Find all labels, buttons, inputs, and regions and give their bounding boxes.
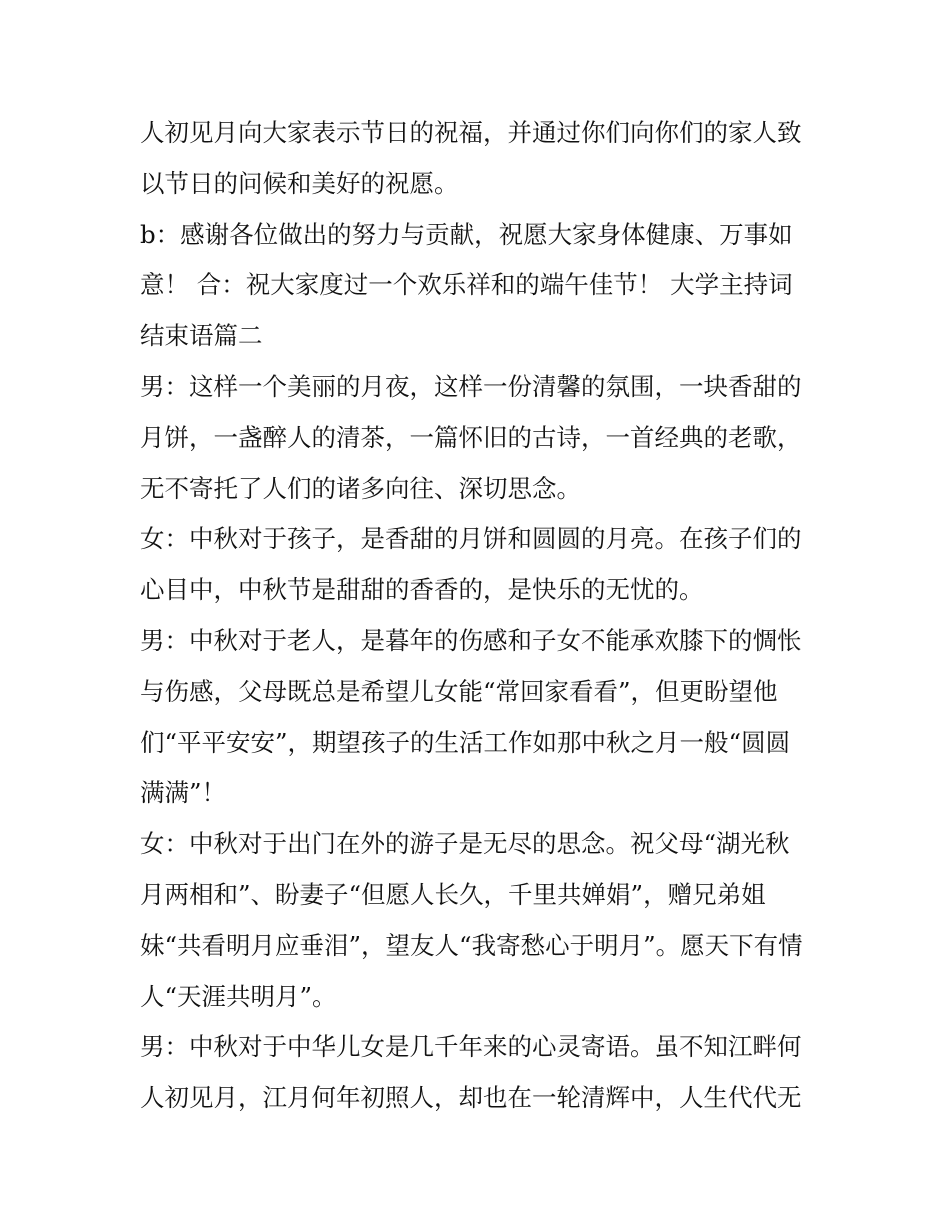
- text-line: 女：中秋对于出门在外的游子是无尽的思念。祝父母“湖光秋: [140, 829, 790, 859]
- text-line: 们“平平安安”，期望孩子的生活工作如那中秋之月一般“圆圆: [140, 727, 791, 757]
- document-body: [140, 108, 820, 1124]
- text-line: 与伤感，父母既总是希望儿女能“常回家看看”，但更盼望他: [140, 676, 778, 706]
- text-line: 月两相和”、盼妻子“但愿人长久，千里共婵娟”，赠兄弟姐: [140, 879, 766, 909]
- text-line: 男：中秋对于老人，是暮年的伤感和子女不能承欢膝下的惆怅: [140, 625, 802, 655]
- text-line: 意！ 合：祝大家度过一个欢乐祥和的端午佳节！ 大学主持词: [140, 270, 793, 300]
- text-line: 妹“共看明月应垂泪”，望友人“我寄愁心于明月”。愿天下有情: [140, 930, 803, 960]
- text-line: 月饼，一盏醉人的清茶，一篇怀旧的古诗，一首经典的老歌，: [140, 422, 802, 452]
- text-line: 以节日的问候和美好的祝愿。: [140, 168, 459, 198]
- text-line: 结束语篇二: [140, 321, 263, 351]
- text-line: 男：这样一个美丽的月夜，这样一份清馨的氛围，一块香甜的: [140, 371, 802, 401]
- text-line: 人“天涯共明月”。: [140, 981, 337, 1011]
- text-line: 男：中秋对于中华儿女是几千年来的心灵寄语。虽不知江畔何: [140, 1032, 802, 1062]
- text-line: 无不寄托了人们的诸多向往、深切思念。: [140, 473, 581, 503]
- text-line: 心目中，中秋节是甜甜的香香的，是快乐的无忧的。: [140, 575, 704, 605]
- text-line: 满满”！: [140, 778, 227, 808]
- text-line: 人初见月，江月何年初照人，却也在一轮清辉中，人生代代无: [140, 1083, 802, 1113]
- text-line: 人初见月向大家表示节日的祝福，并通过你们向你们的家人致: [140, 118, 802, 147]
- text-line: 女：中秋对于孩子，是香甜的月饼和圆圆的月亮。在孩子们的: [140, 524, 802, 554]
- text-line: b：感谢各位做出的努力与贡献，祝愿大家身体健康、万事如: [140, 219, 793, 249]
